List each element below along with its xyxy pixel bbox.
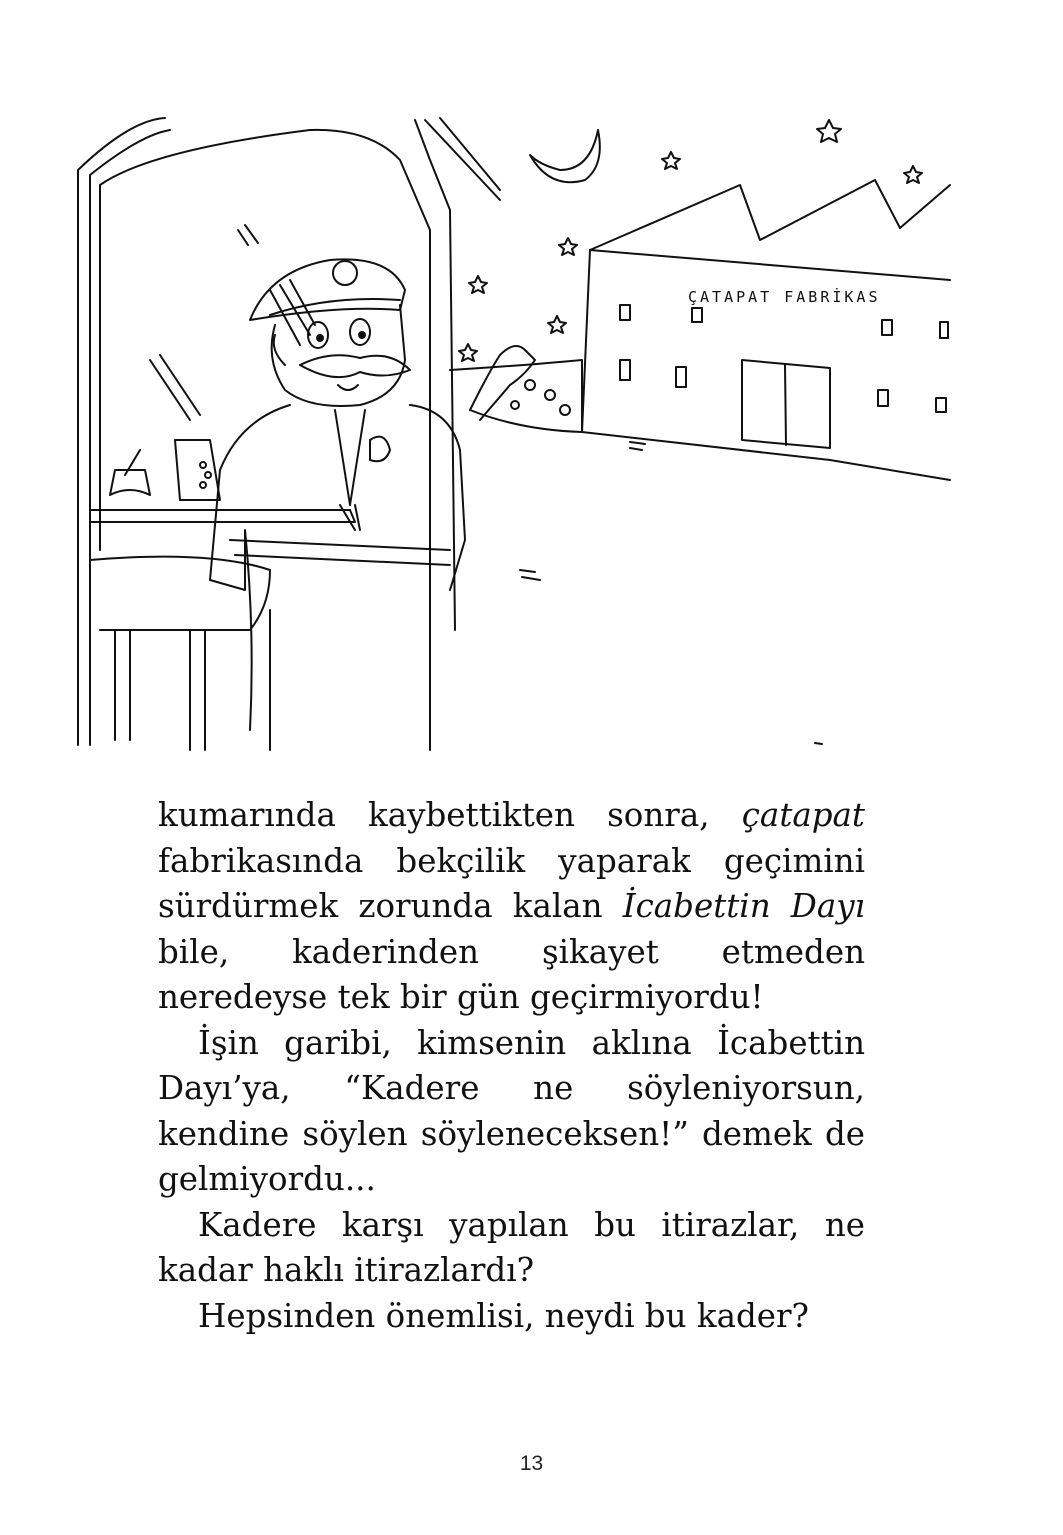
text-segment: bile, kaderinden şikayet etmeden neredeyse tek bir gün geçirmiyordu! — [158, 932, 865, 1016]
text-segment: fabrikasında bekçilik yaparak geçimini sürdürmek zorunda kalan — [158, 841, 865, 925]
text-segment: Kadere karşı yapılan bu itirazlar, ne kadar haklı itirazlardı? — [158, 1205, 865, 1289]
phone-icon — [175, 440, 220, 500]
italic-text: çatapat — [741, 796, 865, 834]
mustache — [300, 355, 410, 377]
paragraph-4 — [158, 1294, 865, 1340]
text-segment: İşin garibi, kimsenin aklına İcabettin Dayı’ya, “Kadere ne söyleniyorsun, kendine söylen söyleneceksen!” demek de gelmiyordu... — [158, 1023, 865, 1198]
factory-sign: ÇATAPAT FABRİKAS — [688, 288, 881, 306]
factory-roof — [590, 180, 950, 250]
paragraph-3 — [158, 1203, 865, 1294]
tea-glass-icon — [110, 470, 150, 495]
paragraph-1 — [158, 793, 865, 1021]
watchman-cap — [250, 259, 405, 320]
badge-icon — [370, 437, 390, 462]
page-number: 13 — [519, 1452, 544, 1475]
illustration-watchman — [70, 110, 960, 755]
window-frame — [100, 130, 430, 630]
desk — [90, 510, 355, 522]
text-segment: kumarında kaybettikten sonra, — [158, 796, 742, 834]
watchman-body — [210, 405, 465, 730]
story-text — [158, 793, 865, 1339]
star-icon — [817, 120, 841, 142]
wall-stones — [450, 360, 582, 432]
window-arch-left — [78, 118, 165, 745]
paragraph-2 — [158, 1021, 865, 1203]
text-segment: Hepsinden önemlisi, neydi bu kader? — [198, 1296, 809, 1335]
italic-text: İcabettin Dayı — [622, 887, 865, 925]
moon-icon — [530, 130, 600, 182]
